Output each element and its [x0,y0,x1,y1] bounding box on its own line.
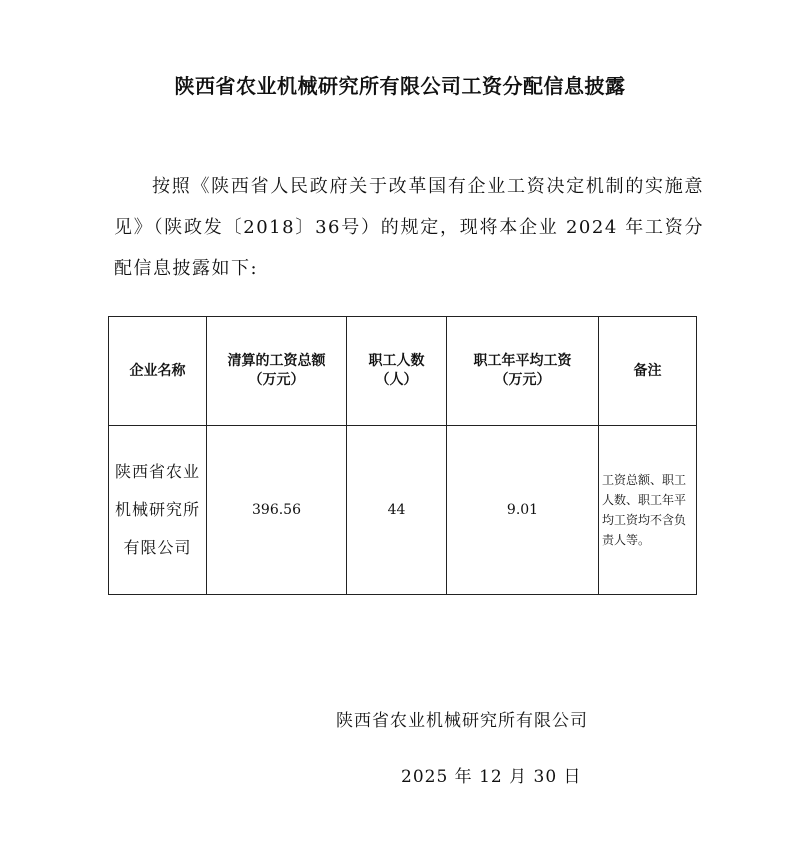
header-company-name: 企业名称 [109,317,207,426]
cell-total-wage: 396.56 [207,426,347,595]
document-title: 陕西省农业机械研究所有限公司工资分配信息披露 [174,74,626,98]
header-total-wage-unit: （万元） [248,372,305,388]
header-employee-count-unit: （人） [375,372,418,388]
header-average-wage-unit: （万元） [494,372,551,388]
header-employee-count [347,317,447,426]
company-signature: 陕西省农业机械研究所有限公司 [336,711,588,731]
header-remark: 备注 [599,317,697,426]
intro-paragraph: 按照《陕西省人民政府关于改革国有企业工资决定机制的实施意见》（陕政发〔2018〕36号）的规定，现将本企业 2024 年工资分配信息披露如下: [114,176,704,279]
signature-date: 2025 年 12 月 30 日 [401,767,582,787]
cell-employee-count: 44 [347,426,447,595]
wage-disclosure-table [108,316,697,595]
cell-average-wage: 9.01 [447,426,599,595]
cell-company-name: 陕西省农业机械研究所有限公司 [109,426,207,595]
table-header-row [109,317,697,426]
table-row [109,426,697,595]
header-average-wage-label: 职工年平均工资 [473,353,572,369]
header-employee-count-label: 职工人数 [368,353,425,369]
header-total-wage [207,317,347,426]
header-total-wage-label: 清算的工资总额 [227,353,326,369]
cell-remark: 工资总额、职工人数、职工年平均工资均不含负责人等。 [599,426,697,595]
header-average-wage [447,317,599,426]
